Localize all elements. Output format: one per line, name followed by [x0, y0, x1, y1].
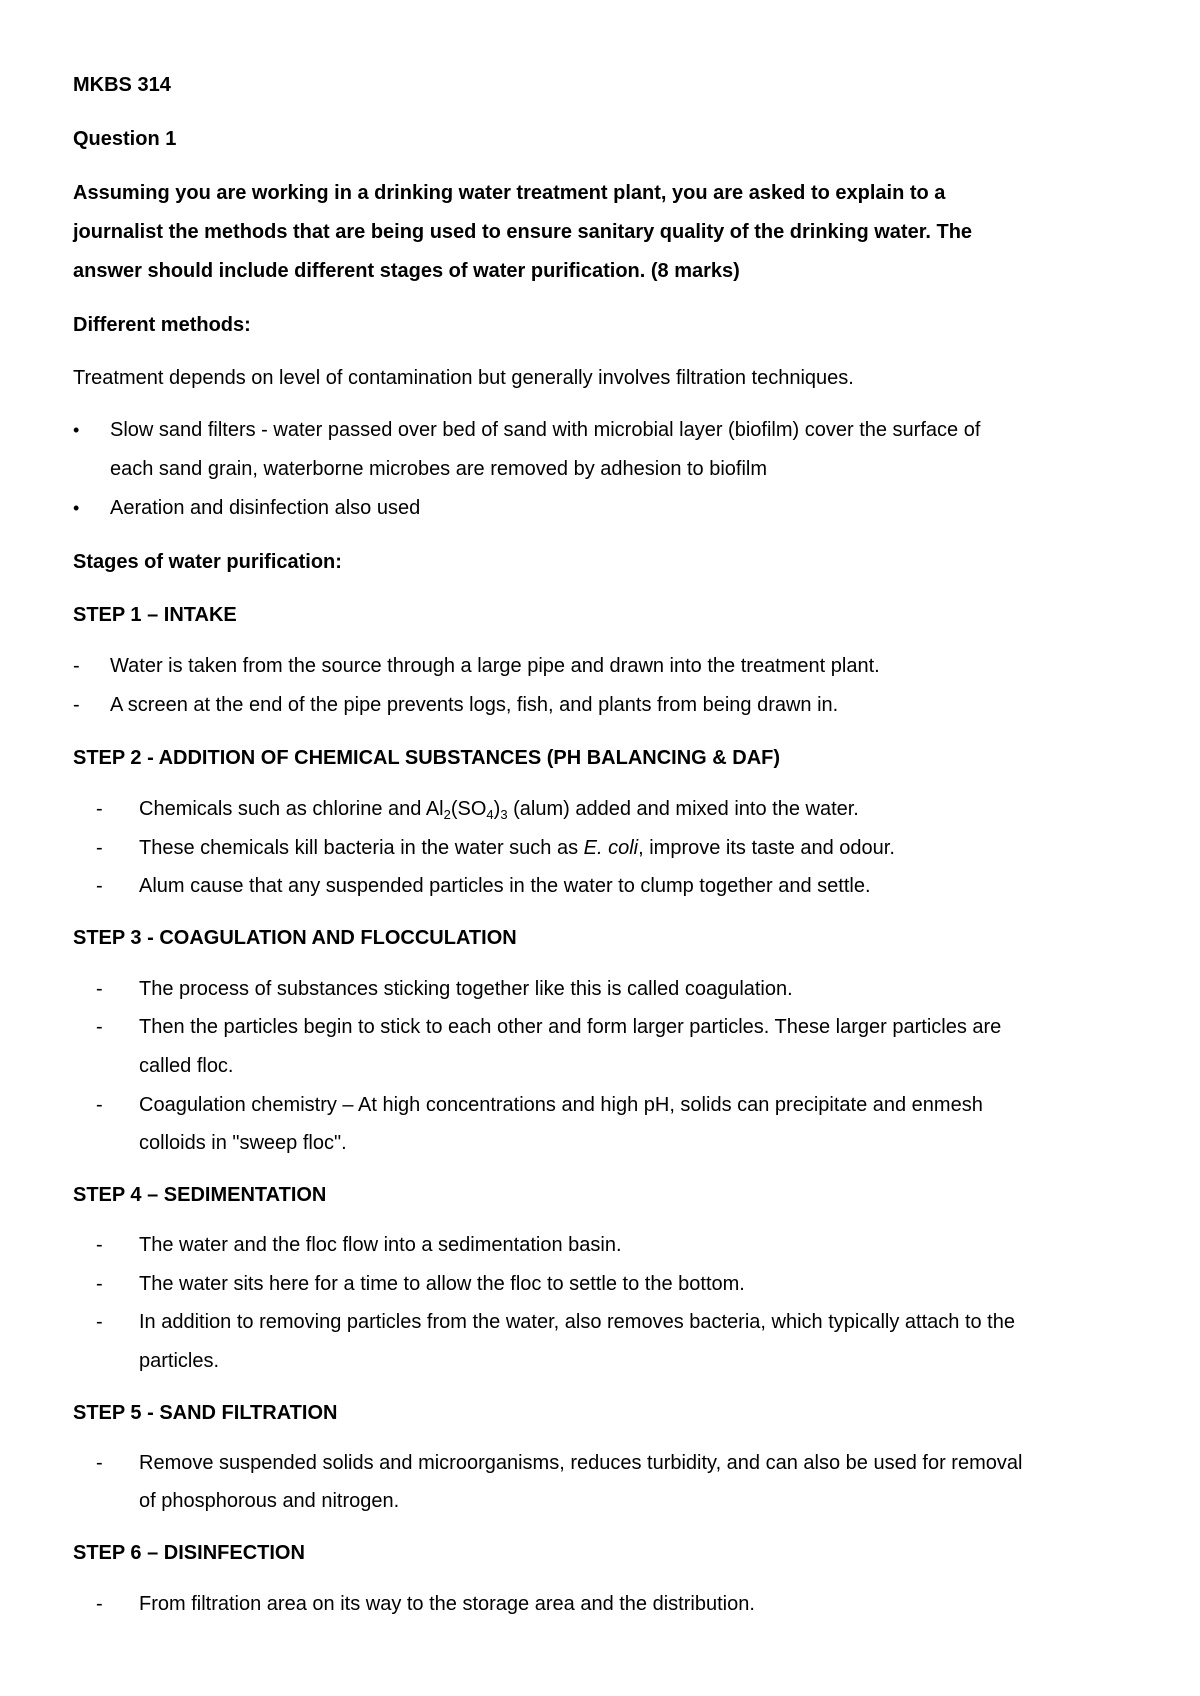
- dash-marker: -: [73, 694, 80, 716]
- methods-heading: Different methods:: [73, 314, 251, 336]
- step5-item: Remove suspended solids and microorganisms, reduces turbidity, and can also be used for removal: [139, 1452, 1023, 1474]
- step3-item-continued: called floc.: [139, 1055, 234, 1077]
- bullet-marker: •: [73, 498, 80, 518]
- dash-marker: -: [96, 1094, 103, 1116]
- question-line: journalist the methods that are being used to ensure sanitary quality of the drinking water. The: [73, 221, 973, 243]
- step4-item: The water and the floc flow into a sedimentation basin.: [139, 1234, 622, 1256]
- step2-item: Alum cause that any suspended particles in the water to clump together and settle.: [139, 875, 871, 897]
- step5-item-continued: of phosphorous and nitrogen.: [139, 1490, 400, 1512]
- bullet-text-continued: each sand grain, waterborne microbes are removed by adhesion to biofilm: [110, 458, 768, 480]
- dash-marker: -: [73, 655, 80, 677]
- step4-heading: STEP 4 – SEDIMENTATION: [73, 1184, 327, 1206]
- step3-item-continued: colloids in "sweep floc".: [139, 1132, 347, 1154]
- step4-item: In addition to removing particles from the water, also removes bacteria, which typically attach to the: [139, 1311, 1015, 1333]
- dash-marker: -: [96, 1593, 103, 1615]
- bullet-text: Aeration and disinfection also used: [110, 497, 421, 519]
- step3-item: Coagulation chemistry – At high concentrations and high pH, solids can precipitate and enmesh: [139, 1094, 983, 1116]
- dash-marker: -: [96, 1016, 103, 1038]
- dash-marker: -: [96, 1273, 103, 1295]
- step1-item: Water is taken from the source through a large pipe and drawn into the treatment plant.: [110, 655, 880, 677]
- dash-marker: -: [96, 1234, 103, 1256]
- question-line: Assuming you are working in a drinking water treatment plant, you are asked to explain to a: [73, 182, 946, 204]
- bullet-marker: •: [73, 420, 80, 440]
- dash-marker: -: [96, 1452, 103, 1474]
- step6-heading: STEP 6 – DISINFECTION: [73, 1542, 305, 1564]
- step2-heading: STEP 2 - ADDITION OF CHEMICAL SUBSTANCES (PH BALANCING & DAF): [73, 747, 781, 769]
- step5-heading: STEP 5 - SAND FILTRATION: [73, 1402, 338, 1424]
- step3-item: Then the particles begin to stick to each other and form larger particles. These larger particles are: [139, 1016, 1002, 1038]
- step3-item: The process of substances sticking together like this is called coagulation.: [139, 978, 793, 1000]
- step1-heading: STEP 1 – INTAKE: [73, 604, 237, 626]
- step6-item: From filtration area on its way to the storage area and the distribution.: [139, 1593, 755, 1615]
- step4-item-continued: particles.: [139, 1350, 220, 1372]
- question-line: answer should include different stages of water purification. (8 marks): [73, 260, 740, 282]
- methods-intro: Treatment depends on level of contamination but generally involves filtration techniques.: [73, 367, 854, 389]
- stages-heading: Stages of water purification:: [73, 551, 342, 573]
- step4-item: The water sits here for a time to allow the floc to settle to the bottom.: [139, 1273, 745, 1295]
- dash-marker: -: [96, 798, 103, 820]
- dash-marker: -: [96, 978, 103, 1000]
- dash-marker: -: [96, 837, 103, 859]
- course-code: MKBS 314: [73, 74, 171, 96]
- bullet-text: Slow sand filters - water passed over bed of sand with microbial layer (biofilm) cover the surface of: [110, 419, 981, 441]
- step2-item: These chemicals kill bacteria in the water such as E. coli, improve its taste and odour.: [139, 837, 895, 859]
- question-label: Question 1: [73, 128, 177, 150]
- dash-marker: -: [96, 1311, 103, 1333]
- step3-heading: STEP 3 - COAGULATION AND FLOCCULATION: [73, 927, 517, 949]
- step1-item: A screen at the end of the pipe prevents logs, fish, and plants from being drawn in.: [110, 694, 839, 716]
- step2-item: Chemicals such as chlorine and $Al_2(SO_4)_3$ (alum) added and mixed into the water.: [139, 798, 859, 822]
- dash-marker: -: [96, 875, 103, 897]
